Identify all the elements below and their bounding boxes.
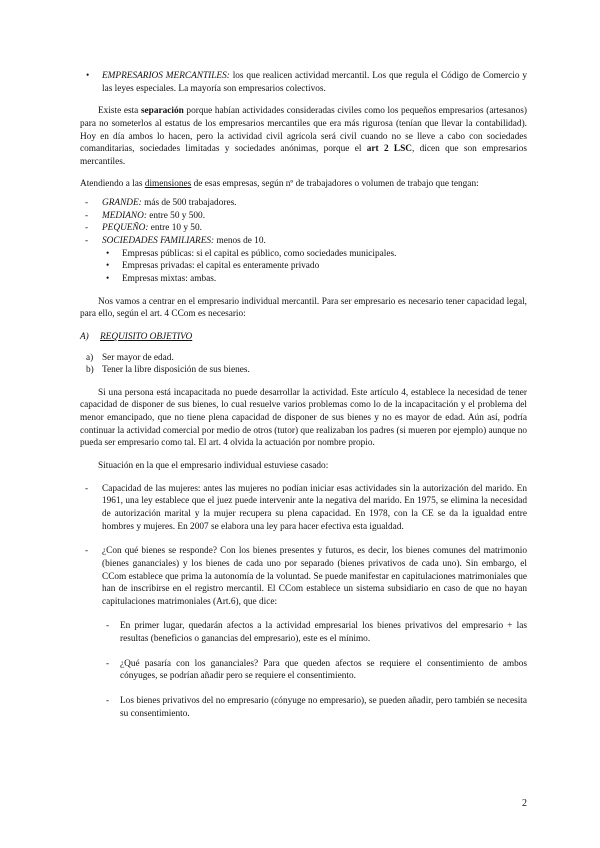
list-item: a) Ser mayor de edad.	[86, 352, 174, 363]
list-item: • Empresas públicas: si el capital es público, como sociedades municipales.	[106, 248, 397, 259]
heading-title: REQUISITO OBJETIVO	[100, 331, 193, 342]
company-types-list	[80, 248, 527, 286]
page-number: 2	[522, 798, 527, 809]
definition: los que realicen actividad mercantil. Los que regula el Código de Comercio y las leyes especiales. La mayoría son empresarios colectivos.	[102, 71, 527, 94]
list-item: - PEQUEÑO: entre 10 y 50.	[85, 223, 202, 234]
document-page	[80, 66, 527, 732]
bullet-icon: •	[106, 273, 110, 284]
term: EMPRESARIOS MERCANTILES:	[102, 71, 230, 81]
list-item: - GRANDE: más de 500 trabajadores.	[85, 198, 237, 209]
list-item: - ¿Qué pasaría con los gananciales? Para que queden afectos se requiere el consentimiento de ambos cónyuges, se podrían añadir pero se requiere el consentimiento.	[106, 658, 527, 682]
list-item: • Empresas mixtas: ambas.	[106, 273, 217, 284]
heading-number: A)	[80, 331, 89, 342]
individual-entrepreneur-paragraph: Nos vamos a centrar en el empresario individual mercantil. Para ser empresario es necesario tener capacidad legal, para ello, según el art. 4 CCom es necesario:	[80, 296, 527, 320]
incapacity-paragraph: Si una persona está incapacitada no puede desarrollar la actividad. Este artículo 4, establece la necesidad de tener capacidad de disponer de sus bienes, lo cual resuelve varios problemas como lo de la incapacitación y el problema del menor emancipado, que no tiene plena capacidad de disponer de sus bienes y no es mayor de edad. Aún así, podría continuar la actividad comercial por medio de otros (tutor) que realizaban los padres (si mueren por ejemplo) aunque no pueda ser empresario como tal. El art. 4 olvida la actuación por nombre propio.	[80, 387, 527, 449]
list-item: - Los bienes privativos del no empresario (cónyuge no empresario), se pueden añadir, pero también se necesita su consentimiento.	[106, 695, 527, 719]
list-item: - MEDIANO: entre 50 y 500.	[85, 210, 206, 221]
separation-paragraph: Existe esta separación porque habían actividades consideradas civiles como los pequeños empresarios (artesanos) para no someterlos al estatus de los empresarios mercantiles que era más rigurosa (tenían que llevar la contabilidad). Hoy en día ambos lo hacen, pero la actividad civil agrícola será civil cuando no se lleve a cabo con sociedades comanditarias, sociedades limitadas y sociedades anónimas, porque el art 2 LSC, dicen que son empresarios mercantiles.	[80, 106, 527, 167]
list-item: - En primer lugar, quedarán afectos a la actividad empresarial los bienes privativos del empresario + las resultas (beneficios o ganancias del empresario), este es el mínimo.	[106, 621, 527, 645]
mercantile-entrepreneurs-bullet	[80, 70, 527, 95]
section-heading	[80, 331, 527, 344]
dimensions-list	[80, 197, 527, 248]
bold-term: separación	[140, 106, 184, 117]
underlined-term: dimensiones	[144, 179, 192, 190]
list-item: b) Tener la libre disposición de sus bienes.	[86, 365, 250, 376]
bullet-icon: •	[106, 248, 110, 259]
list-item: - ¿Con qué bienes se responde? Con los bienes presentes y futuros, es decir, los bienes comunes del matrimonio (bienes gananciales) y los bienes de cada uno por separado (bienes privativos de cada uno). Sin embargo, el CCom establece que prima la autonomía de la voluntad. Se puede manifestar en capitulaciones matrimoniales que han de inscribirse en el registro mercantil. El CCom establece un sistema subsidiario en caso de que no hayan capitulaciones matrimoniales (Art.6), que dice:	[85, 546, 527, 607]
bold-reference: art 2 LSC	[366, 144, 413, 155]
requisites-list	[80, 352, 527, 377]
subsidiary-list	[80, 620, 527, 720]
list-item: - SOCIEDADES FAMILIARES: menos de 10.	[85, 236, 266, 247]
bullet-icon: •	[106, 261, 110, 272]
list-item: - Capacidad de las mujeres: antes las mujeres no podían iniciar esas actividades sin la autorización del marido. En 1961, una ley establece que el juez puede intervenir ante la negativa del marido. En 1975, se elimina la necesidad de autorización marital y la mujer recupera su plena capacidad. En 1978, con la CE se da la igualdad entre hombres y mujeres. En 2007 se elabora una ley para hacer efectiva esta igualdad.	[85, 483, 527, 532]
dimensions-intro: Atendiendo a las dimensiones de esas empresas, según nº de trabajadores o volumen de trabajo que tengan:	[80, 179, 479, 190]
list-item: • Empresas privadas: el capital es enteramente privado	[106, 261, 320, 272]
married-intro: Situación en la que el empresario individual estuviese casado:	[98, 461, 329, 472]
bullet-icon: •	[86, 71, 90, 81]
